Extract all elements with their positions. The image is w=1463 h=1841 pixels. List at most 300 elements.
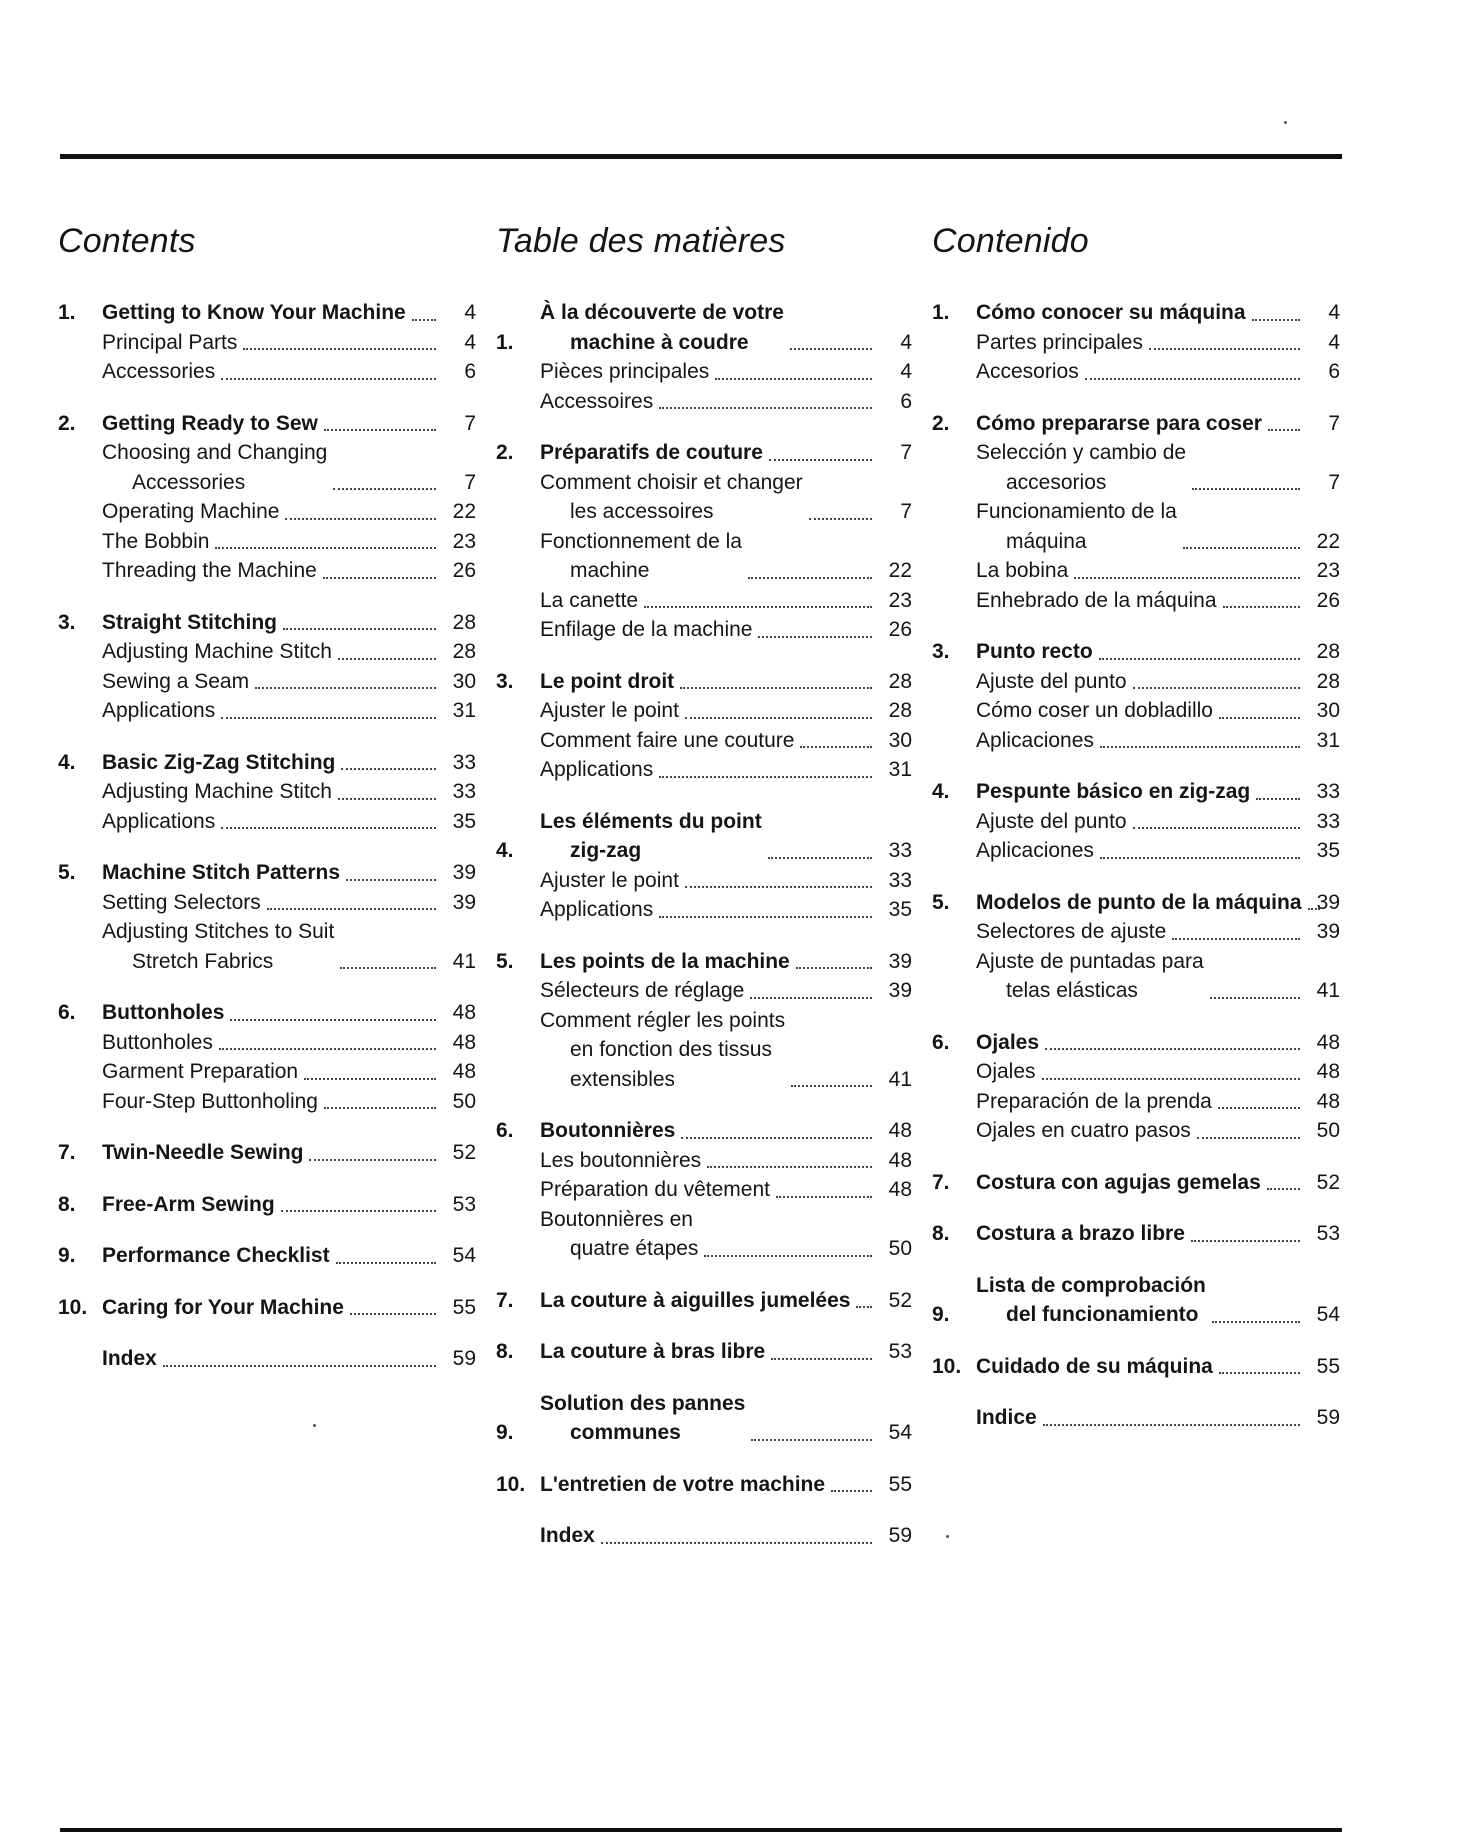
page-number: 54 [888, 1421, 912, 1444]
toc-section [58, 298, 476, 387]
dot-leader [796, 967, 872, 969]
dot-leader [333, 488, 436, 490]
section-number: 5. [496, 949, 514, 973]
dot-leader [1149, 348, 1300, 350]
dot-leader [1183, 547, 1300, 549]
page-number: 53 [452, 1192, 476, 1216]
subentry-label: Sélecteurs de réglage [540, 979, 745, 1002]
toc-subentry [58, 1028, 476, 1058]
toc-section [496, 667, 912, 785]
dot-leader [1267, 1188, 1300, 1190]
toc-subentry [496, 527, 912, 586]
toc-section-entry [932, 1271, 1340, 1330]
section-title: Index [102, 1347, 157, 1370]
toc-section [496, 298, 912, 416]
subentry-label-continuation: quatre étapes [570, 1237, 699, 1260]
page-number: 35 [452, 809, 476, 833]
dot-leader [758, 636, 872, 638]
subentry-label: Ajuste del punto [976, 809, 1127, 833]
subentry-label: La canette [540, 588, 639, 612]
page-number: 48 [1316, 1030, 1340, 1054]
section-title: Pespunte básico en zig-zag [976, 780, 1251, 803]
section-list [58, 298, 476, 1374]
subentry-label: Cómo coser un dobladillo [976, 699, 1213, 722]
subentry-label-continuation: Accessories [132, 470, 246, 494]
toc-subentry [932, 917, 1340, 947]
toc-section-entry [932, 298, 1340, 328]
page-number: 48 [888, 1119, 912, 1142]
page-number: 7 [1328, 470, 1340, 494]
subentry-label: Adjusting Machine Stitch [102, 640, 332, 663]
subentry-label: Ajuster le point [540, 868, 679, 892]
page-number: 35 [888, 898, 912, 921]
subentry-label: Preparación de la prenda [976, 1089, 1212, 1113]
toc-subentry [496, 976, 912, 1006]
dot-leader [1219, 1372, 1300, 1374]
dot-leader [750, 997, 872, 999]
section-title-continuation: machine à coudre [570, 330, 749, 354]
dot-leader [221, 717, 436, 719]
toc-subentry [496, 755, 912, 785]
subentry-label-continuation: telas elásticas [1006, 979, 1138, 1002]
toc-section-entry [932, 1352, 1340, 1382]
toc-section-entry [932, 777, 1340, 807]
section-number: 9. [932, 1303, 950, 1326]
subentry-label: Comment faire une couture [540, 728, 795, 752]
page-number: 55 [1316, 1354, 1340, 1378]
section-title: Ojales [976, 1030, 1040, 1054]
dot-leader [707, 1166, 872, 1168]
toc-section [58, 998, 476, 1116]
dot-leader [790, 348, 872, 350]
toc-section [932, 409, 1340, 616]
dot-leader [221, 827, 436, 829]
toc-subentry [58, 497, 476, 527]
dot-leader [230, 1019, 436, 1021]
dot-leader [346, 879, 436, 881]
section-title: Punto recto [976, 640, 1093, 663]
toc-section [932, 1271, 1340, 1330]
dot-leader [285, 518, 436, 520]
section-title: Boutonnières [540, 1119, 676, 1142]
section-number: 7. [932, 1170, 950, 1194]
subentry-label-continuation: extensibles [570, 1067, 676, 1091]
subentry-label: Funcionamiento de la [976, 500, 1177, 523]
toc-section [496, 1286, 912, 1316]
toc-subentry [932, 357, 1340, 387]
toc-section-entry [58, 1190, 476, 1220]
dot-leader [1099, 658, 1300, 660]
subentry-label: Selectores de ajuste [976, 920, 1167, 943]
toc-section-entry [58, 1293, 476, 1323]
page-number: 7 [464, 470, 476, 494]
subentry-label: Selección y cambio de [976, 441, 1187, 464]
section-title: Getting to Know Your Machine [102, 301, 406, 324]
dot-leader [1172, 938, 1300, 940]
dot-leader [1192, 488, 1300, 490]
dot-leader [768, 857, 872, 859]
toc-subentry [496, 468, 912, 527]
toc-section [496, 1389, 912, 1448]
section-list [496, 298, 912, 1551]
dot-leader [704, 1255, 872, 1257]
dot-leader [215, 547, 436, 549]
toc-subentry [58, 556, 476, 586]
dot-leader [1223, 606, 1300, 608]
section-title-continuation: communes [570, 1421, 681, 1444]
page-number: 30 [888, 728, 912, 752]
page-number: 48 [452, 1001, 476, 1024]
section-title: Machine Stitch Patterns [102, 861, 341, 884]
toc-subentry [58, 917, 476, 976]
toc-section-entry [932, 1219, 1340, 1249]
toc-subentry [932, 696, 1340, 726]
page-number: 55 [888, 1472, 912, 1496]
contents-column-french [496, 218, 912, 1573]
dot-leader [659, 407, 872, 409]
toc-section-entry [58, 1344, 476, 1374]
toc-subentry [58, 527, 476, 557]
toc-section [932, 637, 1340, 755]
dot-leader [800, 746, 872, 748]
toc-section-entry [496, 1116, 912, 1146]
dot-leader [309, 1159, 436, 1161]
scan-speck [946, 1535, 949, 1538]
toc-subentry [496, 696, 912, 726]
page-number: 59 [888, 1524, 912, 1547]
toc-subentry [932, 328, 1340, 358]
subentry-label: Aplicaciones [976, 728, 1094, 752]
toc-subentry [932, 586, 1340, 616]
subentry-label: Ajuste de puntadas para [976, 949, 1204, 973]
page-number: 48 [1316, 1089, 1340, 1113]
page-number: 30 [452, 669, 476, 693]
page-number: 23 [452, 529, 476, 553]
column-title: Contents [58, 222, 196, 260]
dot-leader [1133, 827, 1300, 829]
toc-section-entry [932, 1168, 1340, 1198]
section-title: L'entretien de votre machine [540, 1472, 826, 1496]
page-number: 52 [888, 1288, 912, 1312]
dot-leader [791, 1085, 872, 1087]
dot-leader [685, 886, 872, 888]
page-number: 28 [888, 669, 912, 693]
page-number: 41 [452, 949, 476, 973]
subentry-label: Threading the Machine [102, 559, 317, 582]
dot-leader [1252, 319, 1300, 321]
section-title: Performance Checklist [102, 1244, 330, 1267]
section-title: Basic Zig-Zag Stitching [102, 750, 336, 774]
toc-section-entry [932, 1403, 1340, 1433]
subentry-label: Aplicaciones [976, 839, 1094, 862]
page-number: 33 [1316, 809, 1340, 833]
toc-subentry [932, 947, 1340, 1006]
page-number: 50 [452, 1089, 476, 1113]
subentry-label: Les boutonnières [540, 1148, 702, 1172]
dot-leader [163, 1365, 436, 1367]
toc-section-entry [58, 858, 476, 888]
subentry-label: La bobina [976, 559, 1069, 582]
toc-section [496, 1337, 912, 1367]
dot-leader [1256, 798, 1300, 800]
page-number: 35 [1316, 839, 1340, 862]
page-number: 7 [1328, 411, 1340, 435]
page-number: 4 [1328, 301, 1340, 324]
toc-section-entry [58, 1241, 476, 1271]
toc-section-entry [932, 409, 1340, 439]
page-number: 41 [1316, 979, 1340, 1002]
toc-section [932, 1168, 1340, 1198]
dot-leader [1218, 1107, 1300, 1109]
subentry-label: Choosing and Changing [102, 441, 328, 464]
toc-subentry [932, 438, 1340, 497]
section-number: 8. [932, 1222, 950, 1245]
section-title: Buttonholes [102, 1001, 225, 1024]
section-number: 10. [58, 1295, 88, 1319]
toc-section-entry [58, 608, 476, 638]
dot-leader [255, 687, 436, 689]
page-number: 39 [1316, 890, 1340, 914]
subentry-label: Principal Parts [102, 330, 238, 354]
toc-section-entry [496, 438, 912, 468]
toc-subentry [496, 586, 912, 616]
subentry-label: Ojales [976, 1060, 1036, 1083]
dot-leader [685, 717, 872, 719]
toc-subentry [496, 866, 912, 896]
subentry-label: Garment Preparation [102, 1060, 299, 1083]
toc-section [58, 1138, 476, 1168]
section-title-continuation: zig-zag [570, 839, 642, 862]
toc-section-entry [932, 888, 1340, 918]
page-number: 4 [900, 330, 912, 354]
page-number: 53 [1316, 1222, 1340, 1245]
toc-section [58, 748, 476, 837]
toc-section-entry [496, 667, 912, 697]
toc-subentry [58, 777, 476, 807]
dot-leader [221, 378, 436, 380]
page-number: 54 [1316, 1303, 1340, 1326]
page-number: 52 [452, 1141, 476, 1164]
toc-subentry [496, 895, 912, 925]
subentry-label-continuation: accesorios [1006, 470, 1107, 494]
dot-leader [336, 1262, 436, 1264]
section-title: Free-Arm Sewing [102, 1192, 275, 1216]
toc-subentry [932, 556, 1340, 586]
section-title: Cómo prepararse para coser [976, 411, 1262, 435]
subentry-label-continuation: Stretch Fabrics [132, 949, 274, 973]
page-number: 26 [1316, 588, 1340, 612]
section-number: 4. [496, 839, 514, 862]
page-number: 33 [888, 868, 912, 892]
toc-section-entry [496, 1286, 912, 1316]
section-number: 8. [58, 1192, 76, 1216]
dot-leader [659, 776, 872, 778]
page-number: 26 [452, 559, 476, 582]
toc-section-entry [932, 637, 1340, 667]
subentry-label-continuation: en fonction des tissus [570, 1038, 772, 1061]
subentry-label: The Bobbin [102, 529, 210, 553]
toc-section [58, 858, 476, 976]
subentry-label: Adjusting Stitches to Suit [102, 920, 335, 943]
section-title: Costura con agujas gemelas [976, 1170, 1261, 1194]
section-number: 10. [932, 1354, 962, 1378]
toc-section [932, 298, 1340, 387]
toc-section-entry [58, 998, 476, 1028]
toc-section [932, 1352, 1340, 1382]
subentry-label: Enfilage de la machine [540, 618, 753, 641]
toc-section [58, 409, 476, 586]
toc-section [496, 1470, 912, 1500]
section-list [932, 298, 1340, 1433]
toc-subentry [496, 1175, 912, 1205]
dot-leader [1212, 1321, 1300, 1323]
dot-leader [681, 1137, 872, 1139]
toc-section [932, 888, 1340, 1006]
page-number: 48 [452, 1030, 476, 1054]
section-number: 2. [58, 411, 76, 435]
toc-section-entry [496, 947, 912, 977]
toc-section [932, 1403, 1340, 1433]
dot-leader [1100, 746, 1300, 748]
section-number: 6. [58, 1001, 76, 1024]
page-number: 59 [1316, 1406, 1340, 1429]
subentry-label: Enhebrado de la máquina [976, 588, 1217, 612]
page-number: 6 [1328, 360, 1340, 383]
page-number: 31 [452, 699, 476, 722]
subentry-label: Accessoires [540, 389, 654, 413]
toc-section [496, 438, 912, 645]
dot-leader [751, 1439, 872, 1441]
toc-subentry [58, 807, 476, 837]
page-number: 55 [452, 1295, 476, 1319]
toc-subentry [932, 1057, 1340, 1087]
page-number: 23 [1316, 559, 1340, 582]
subentry-label: Accessories [102, 360, 216, 383]
section-number: 2. [496, 441, 514, 464]
toc-section-entry [496, 1389, 912, 1448]
toc-subentry [58, 696, 476, 726]
toc-subentry [932, 667, 1340, 697]
toc-subentry [58, 667, 476, 697]
page-number: 39 [888, 979, 912, 1002]
section-number: 2. [932, 411, 950, 435]
toc-section [496, 1116, 912, 1264]
section-title: Straight Stitching [102, 610, 277, 634]
toc-subentry [58, 1057, 476, 1087]
dot-leader [323, 577, 436, 579]
dot-leader [1191, 1240, 1300, 1242]
page-number: 59 [452, 1347, 476, 1370]
page-number: 7 [464, 411, 476, 435]
page-number: 6 [464, 360, 476, 383]
section-title: Getting Ready to Sew [102, 411, 318, 435]
toc-subentry [496, 726, 912, 756]
page-number: 7 [900, 500, 912, 523]
toc-section-entry [58, 1138, 476, 1168]
section-number: 4. [932, 780, 950, 803]
toc-subentry [496, 1146, 912, 1176]
toc-section [496, 807, 912, 925]
section-title: Le point droit [540, 669, 675, 693]
page-number: 31 [1316, 728, 1340, 752]
scan-speck [1284, 121, 1287, 124]
dot-leader [304, 1078, 436, 1080]
toc-subentry [58, 328, 476, 358]
section-title: La couture à aiguilles jumelées [540, 1288, 851, 1312]
dot-leader [748, 577, 872, 579]
section-title: Les points de la machine [540, 949, 790, 973]
toc-subentry [496, 615, 912, 645]
toc-section [58, 1293, 476, 1323]
subentry-label: Boutonnières en [540, 1207, 693, 1231]
dot-leader [1074, 577, 1300, 579]
page-number: 33 [452, 780, 476, 803]
subentry-label: Accesorios [976, 360, 1079, 383]
page-number: 6 [900, 389, 912, 413]
page-number: 28 [452, 610, 476, 634]
section-number: 4. [58, 750, 76, 774]
dot-leader [680, 687, 872, 689]
page-number: 22 [888, 559, 912, 582]
page-number: 52 [1316, 1170, 1340, 1194]
section-title: Costura a brazo libre [976, 1222, 1185, 1245]
subentry-label: Buttonholes [102, 1030, 213, 1054]
section-title-continuation: del funcionamiento [1006, 1303, 1199, 1326]
dot-leader [856, 1306, 872, 1308]
page-number: 48 [452, 1060, 476, 1083]
subentry-label: Ojales en cuatro pasos [976, 1119, 1191, 1142]
section-number: 7. [496, 1288, 514, 1312]
dot-leader [243, 348, 436, 350]
toc-subentry [58, 1087, 476, 1117]
dot-leader [338, 798, 436, 800]
page-number: 39 [888, 949, 912, 973]
subentry-label: Fonctionnement de la [540, 529, 742, 553]
section-number: 7. [58, 1141, 76, 1164]
dot-leader [324, 429, 436, 431]
subentry-label: Comment régler les points [540, 1008, 786, 1032]
toc-section [932, 777, 1340, 866]
toc-section [58, 1190, 476, 1220]
subentry-label: Pièces principales [540, 360, 710, 383]
section-number: 6. [496, 1119, 514, 1142]
toc-subentry [932, 726, 1340, 756]
toc-section-entry [496, 807, 912, 866]
subentry-label-continuation: les accessoires [570, 500, 714, 523]
subentry-label: Setting Selectors [102, 890, 261, 914]
column-title: Table des matières [496, 222, 786, 260]
subentry-label: Ajuster le point [540, 699, 679, 722]
page-number: 41 [888, 1067, 912, 1091]
page-number: 23 [888, 588, 912, 612]
section-number: 3. [496, 669, 514, 693]
section-number: 1. [58, 301, 76, 324]
subentry-label: Applications [102, 809, 216, 833]
page-number: 39 [1316, 920, 1340, 943]
dot-leader [341, 768, 436, 770]
page-number: 48 [888, 1178, 912, 1201]
subentry-label: Comment choisir et changer [540, 470, 803, 494]
toc-subentry [932, 1087, 1340, 1117]
column-title: Contenido [932, 222, 1089, 260]
section-number: 5. [58, 861, 76, 884]
toc-section-entry [58, 298, 476, 328]
subentry-label: Applications [102, 699, 216, 722]
contents-column-english [58, 218, 476, 1396]
toc-section [58, 1241, 476, 1271]
page-number: 48 [1316, 1060, 1340, 1083]
toc-section [932, 1219, 1340, 1249]
